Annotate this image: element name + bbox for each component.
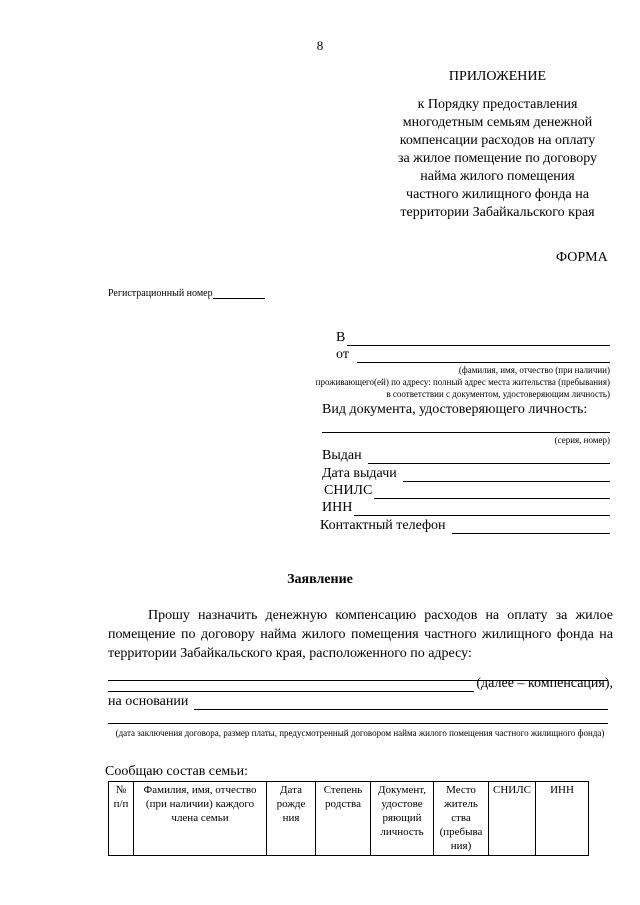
compensation-suffix: (далее – компенсация), — [476, 676, 613, 691]
to-field[interactable] — [347, 332, 610, 346]
phone-field[interactable] — [452, 520, 610, 534]
snils-label: СНИЛС — [324, 483, 373, 498]
address-hint-2: в соответствии с документом, удостоверяющим личность) — [386, 389, 610, 399]
appendix-line: за жилое помещение по договору — [397, 151, 598, 166]
address-hint-1: проживающего(ей) по адресу: полный адрес места жительства (пребывания) — [315, 377, 610, 387]
appendix-line: найма жилого помещения — [420, 169, 575, 184]
appendix-line: частного жилищного фонда на — [406, 187, 589, 202]
form-label: ФОРМА — [556, 250, 608, 265]
from-field[interactable] — [357, 349, 610, 363]
basis-row — [108, 694, 608, 710]
inn-label: ИНН — [322, 500, 353, 515]
issued-label: Выдан — [322, 448, 362, 463]
statement-paragraph: Прошу назначить денежную компенсацию расходов на оплату за жилое помещение по договору найма жилого помещения частного жилищного фонда на территории Забайкальского края, расположенного по адресу: — [108, 608, 613, 661]
table-header: СНИЛС — [489, 782, 536, 856]
basis-label: на основании — [108, 694, 189, 709]
appendix-title: ПРИЛОЖЕНИЕ — [448, 69, 547, 84]
inn-field[interactable] — [354, 502, 610, 516]
to-label: В — [336, 330, 346, 345]
table-header: ИНН — [536, 782, 589, 856]
basis-field-2[interactable] — [108, 723, 608, 724]
appendix-header — [380, 68, 615, 222]
basis-hint: (дата заключения договора, размер платы, предусмотренный договором найма жилого помещения частного жилищного фонда) — [115, 728, 605, 738]
table-header: № п/п — [109, 782, 134, 856]
issued-field[interactable] — [368, 450, 610, 464]
issue-date-label: Дата выдачи — [322, 466, 397, 481]
address-field-2[interactable] — [108, 678, 474, 692]
family-table — [108, 781, 589, 856]
page-number: 8 — [316, 38, 324, 53]
registration-label: Регистрационный номер — [108, 288, 213, 299]
phone-row — [320, 518, 610, 534]
statement-title: Заявление — [287, 572, 353, 587]
snils-field[interactable] — [374, 485, 610, 499]
issue-date-row — [322, 466, 610, 482]
issued-row — [322, 448, 610, 464]
phone-label: Контактный телефон — [320, 518, 446, 533]
table-header: Документ, удостове ряющий личность — [371, 782, 434, 856]
registration-field[interactable] — [213, 288, 265, 299]
to-row — [336, 330, 610, 346]
issue-date-field[interactable] — [403, 468, 610, 482]
snils-row — [324, 483, 610, 499]
appendix-line: территории Забайкальского края — [400, 205, 595, 220]
series-hint: (серия, номер) — [554, 435, 610, 445]
registration-number — [108, 288, 265, 299]
doc-field[interactable] — [322, 432, 610, 433]
table-header-row — [109, 782, 589, 856]
compensation-row — [108, 676, 613, 692]
appendix-line: к Порядку предоставления — [417, 97, 578, 112]
from-label: от — [336, 347, 349, 362]
basis-field[interactable] — [194, 696, 608, 710]
family-label: Сообщаю состав семьи: — [105, 764, 249, 779]
table-header: Степень родства — [316, 782, 371, 856]
inn-row — [322, 500, 610, 516]
appendix-line: компенсации расходов на оплату — [399, 133, 596, 148]
from-row — [336, 347, 610, 363]
doc-label: Вид документа, удостоверяющего личность: — [322, 402, 588, 417]
appendix-line: многодетным семьям денежной — [402, 115, 593, 130]
fio-hint: (фамилия, имя, отчество (при наличии) — [458, 365, 610, 375]
table-header: Фамилия, имя, отчество (при наличии) каждого члена семьи — [134, 782, 267, 856]
table-header: Место житель ства (пребыва ния) — [434, 782, 489, 856]
table-header: Дата рожде ния — [267, 782, 316, 856]
